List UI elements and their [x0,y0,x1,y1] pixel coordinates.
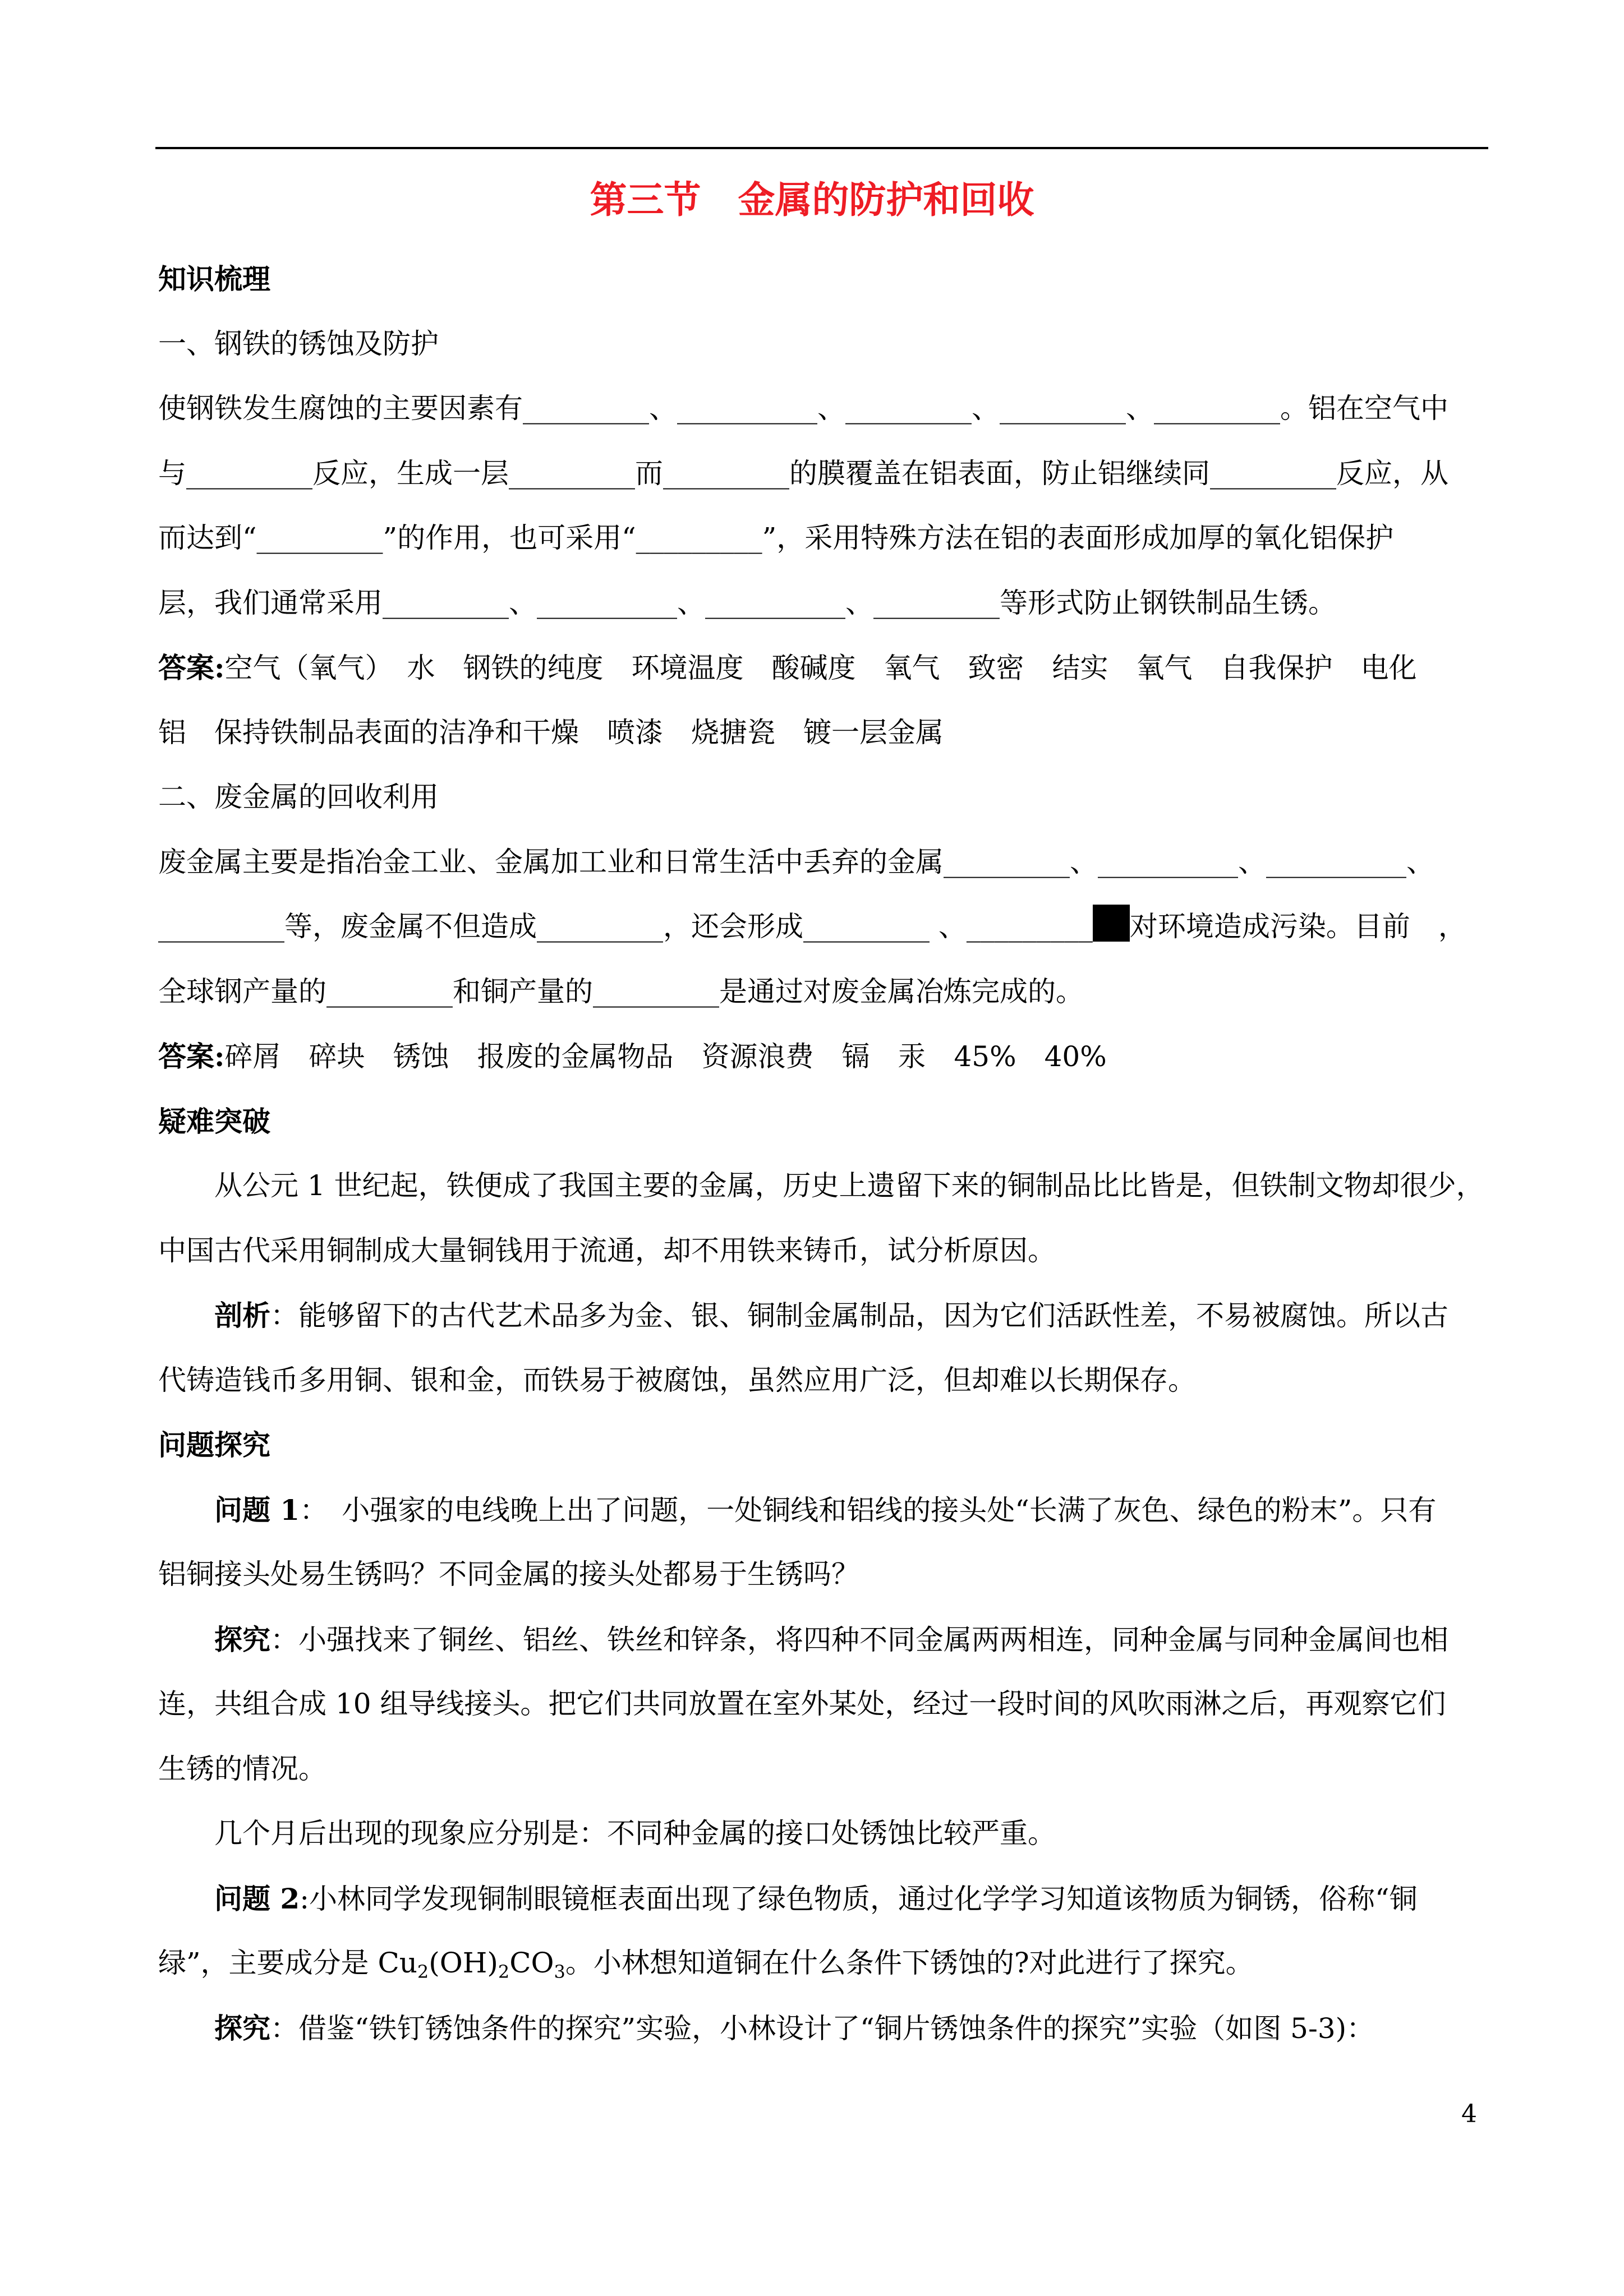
explore1-line: 生锈的情况。 [158,1752,326,1785]
analysis-line [158,1283,1488,1348]
question2-line [158,1931,1488,1996]
formula-part: CO [509,1947,554,1979]
explore2-line [158,1996,1488,2061]
answer-label: 答案: [158,1040,225,1073]
section-heading-inquiry: 问题探究 [158,1428,270,1461]
explore-label: 探究 [214,2011,270,2045]
part2-line2-text: _________等，废金属不但造成_________，还会形成_________ 、_________ [158,910,1093,943]
header-rule [155,147,1488,149]
part2-line [158,895,1488,960]
question2-label: 问题 2 [214,1882,300,1915]
part1-line: 与_________反应，生成一层_________而_________的膜覆盖在铝表面，防止铝继续同_________反应，从 [158,457,1448,490]
answer1-text: 空气（氧气） 水 钢铁的纯度 环境温度 酸碱度 氧气 致密 结实 氧气 自我保护 电化 [224,652,1417,684]
explore1-line [158,1607,1488,1672]
part1-line: 层，我们通常采用_________、__________、__________、_________等形式防止钢铁制品生锈。 [158,586,1336,619]
answer1-line [158,635,1488,700]
analysis-label: 剖析 [214,1299,270,1332]
part2-line: 废金属主要是指冶金工业、金属加工业和日常生活中丢弃的金属_________、__________、__________、 [158,845,1434,878]
part1-line: 使钢铁发生腐蚀的主要因素有_________、__________、_________、_________、_________。铝在空气中 [158,392,1448,425]
question1-line: 铝铜接头处易生锈吗？不同金属的接头处都易于生锈吗？ [158,1558,859,1590]
part2-line2-tail: 对环境造成污染。目前 ， [1129,910,1466,943]
explore1-text: ：小强找来了铜丝、铝丝、铁丝和锌条，将四种不同金属两两相连，同种金属与同种金属间也相 [270,1623,1448,1656]
question1-line [158,1478,1488,1543]
formula-part: (OH) [429,1947,498,1979]
answer-label: 答案: [158,651,225,684]
difficulty-paragraph-line: 中国古代采用铜制成大量铜钱用于流通，却不用铁来铸币，试分析原因。 [158,1234,1056,1267]
formula-subscript: 2 [417,1961,429,1983]
answer2-text: 碎屑 碎块 锈蚀 报废的金属物品 资源浪费 镉 汞 45% 40% [224,1040,1107,1073]
section-heading-knowledge: 知识梳理 [158,262,270,296]
part2-line: 全球钢产量的_________和铜产量的_________是通过对废金属冶炼完成的。 [158,975,1084,1008]
analysis-text: ：能够留下的古代艺术品多为金、银、铜制金属制品，因为它们活跃性差，不易被腐蚀。所以古 [270,1299,1448,1332]
result-line: 几个月后出现的现象应分别是：不同种金属的接口处锈蚀比较严重。 [214,1817,1056,1850]
question2-text: :小林同学发现铜制眼镜框表面出现了绿色物质，通过化学学习知道该物质为铜锈，俗称“铜 [300,1882,1418,1915]
question1-text: ： 小强家的电线晚上出了问题，一处铜线和铝线的接头处“长满了灰色、绿色的粉末”。只有 [300,1493,1437,1527]
part2-heading: 二、废金属的回收利用 [158,781,439,813]
difficulty-paragraph-line: 从公元 1 世纪起，铁便成了我国主要的金属，历史上遗留下来的铜制品比比皆是，但铁制文物却很少， [214,1169,1484,1202]
question1-label: 问题 1 [214,1493,300,1527]
question2-prefix: 绿”，主要成分是 Cu [158,1947,417,1979]
answer1-line2: 铝 保持铁制品表面的洁净和干燥 喷漆 烧搪瓷 镀一层金属 [158,716,944,749]
explore2-text: ：借鉴“铁钉锈蚀条件的探究”实验，小林设计了“铜片锈蚀条件的探究”实验（如图 5-3)： [270,2012,1375,2045]
answer2-line [158,1024,1488,1089]
part1-line: 而达到“_________”的作用，也可采用“_________”，采用特殊方法在铝的表面形成加厚的氧化铝保护 [158,522,1394,554]
page-title: 第三节 金属的防护和回收 [590,178,1034,222]
part1-heading: 一、钢铁的锈蚀及防护 [158,327,439,360]
explore-label: 探究 [214,1622,270,1656]
content-body [158,247,1488,2060]
question2-line [158,1866,1488,1931]
formula-subscript: 2 [498,1961,510,1983]
formula-subscript: 3 [554,1961,565,1983]
analysis-line: 代铸造钱币多用铜、银和金，而铁易于被腐蚀，虽然应用广泛，但却难以长期保存。 [158,1363,1196,1396]
section-heading-difficulty: 疑难突破 [158,1104,270,1138]
redaction-block [1093,905,1130,942]
question2-suffix: 。小林想知道铜在什么条件下锈蚀的?对此进行了探究。 [565,1947,1254,1979]
explore1-line: 连，共组合成 10 组导线接头。把它们共同放置在室外某处，经过一段时间的风吹雨淋之后，再观察它们 [158,1688,1446,1720]
page-number: 4 [1461,2100,1477,2128]
